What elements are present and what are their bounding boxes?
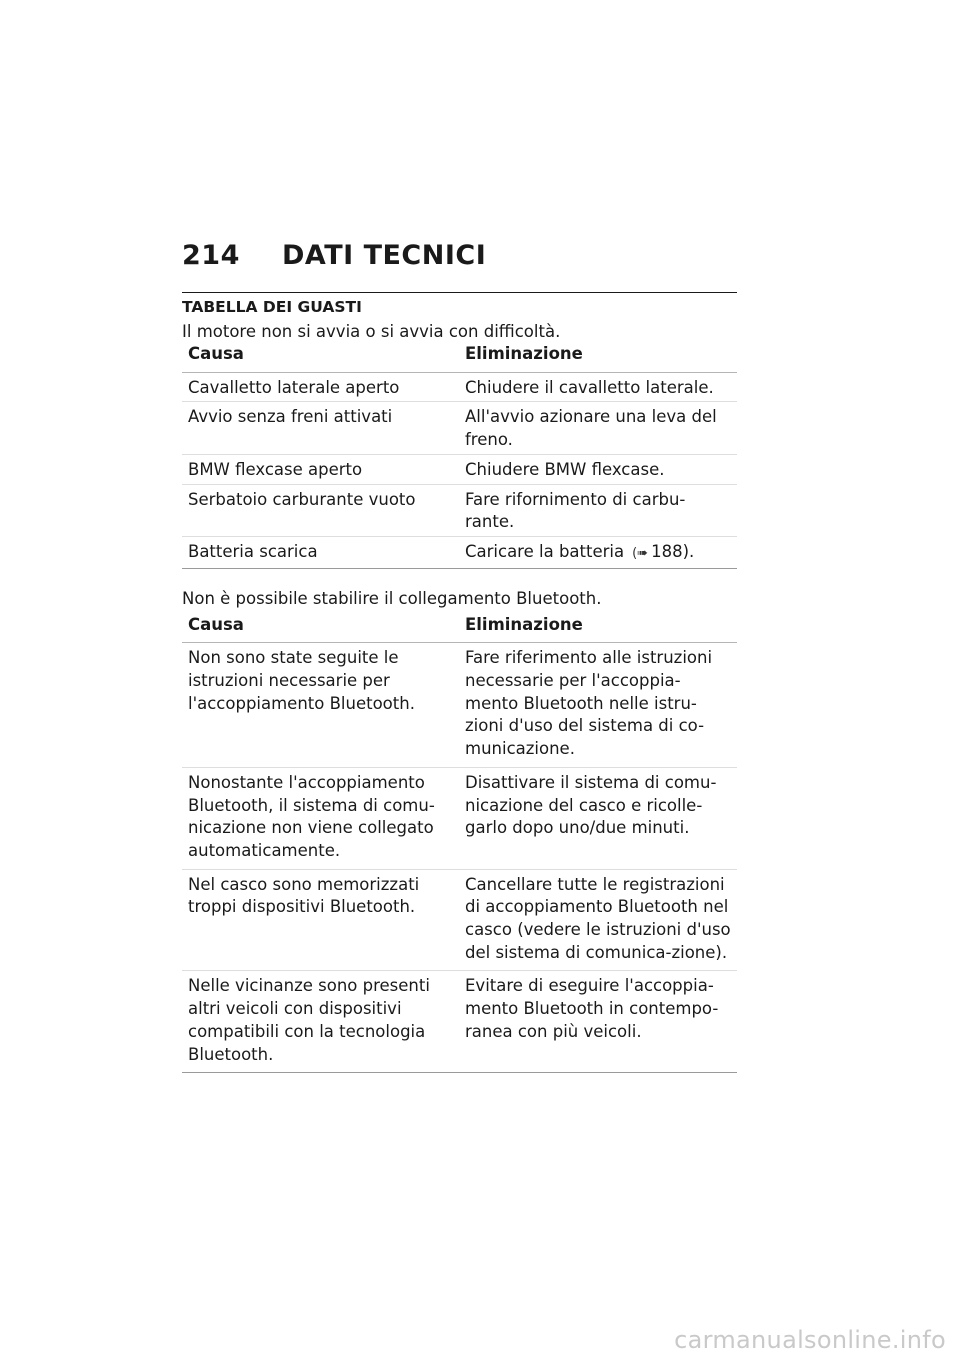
remedy-cell: Fare rifornimento di carbu-rante. [459,484,737,536]
page-header [182,240,737,288]
cause-cell: Nelle vicinanze sono presenti altri veicoli con dispositivi compatibili con la tecnologia Bluetooth. [182,971,459,1073]
manual-page [182,240,737,1073]
cause-cell: BMW flexcase aperto [182,454,459,484]
engine-start-table [182,343,737,569]
table-row [182,536,737,568]
table-row [182,767,737,869]
table-row [182,372,737,402]
table-row [182,484,737,536]
remedy-cell: Chiudere il cavalletto laterale. [459,372,737,402]
column-header-remedy: Eliminazione [459,343,737,372]
column-header-cause: Causa [182,343,459,372]
page-reference-link[interactable]: 188). [651,541,695,561]
remedy-cell: Chiudere BMW flexcase. [459,454,737,484]
column-header-cause: Causa [182,614,459,643]
page-number: 214 [182,240,240,271]
table-row [182,454,737,484]
table-row [182,643,737,768]
header-rule [182,292,737,293]
cause-cell: Nonostante l'accoppiamento Bluetooth, il sistema di comu-nicazione non viene collegato automaticamente. [182,767,459,869]
table-row [182,869,737,971]
cause-cell: Non sono state seguite le istruzioni necessarie per l'accoppiamento Bluetooth. [182,643,459,768]
remedy-cell [459,536,737,568]
column-header-remedy: Eliminazione [459,614,737,643]
table-2-intro: Non è possibile stabilire il collegamento Bluetooth. [182,588,602,608]
table-header-row [182,614,737,643]
table-row [182,971,737,1073]
arrow-right-icon[interactable]: (➠ [632,545,649,561]
chapter-title: DATI TECNICI [282,240,487,271]
remedy-cell: Cancellare tutte le registrazioni di accoppiamento Bluetooth nel casco (vedere le istruzioni d'uso del sistema di comunica-zione). [459,869,737,971]
watermark: carmanualsonline.info [674,1326,946,1354]
remedy-text: Caricare la batteria [465,541,625,561]
section-title: TABELLA DEI GUASTI [182,298,362,316]
cause-cell: Cavalletto laterale aperto [182,372,459,402]
cause-cell: Batteria scarica [182,536,459,568]
remedy-cell: Evitare di eseguire l'accoppia-mento Bluetooth in contempo-ranea con più veicoli. [459,971,737,1073]
cause-cell: Serbatoio carburante vuoto [182,484,459,536]
table-header-row [182,343,737,372]
table-row [182,402,737,454]
table-1-intro: Il motore non si avvia o si avvia con difficoltà. [182,322,561,341]
remedy-cell: Fare riferimento alle istruzioni necessarie per l'accoppia-mento Bluetooth nelle istru-zioni d'uso del sistema di co-municazione. [459,643,737,768]
remedy-cell: All'avvio azionare una leva del freno. [459,402,737,454]
bluetooth-table [182,614,737,1074]
cause-cell: Avvio senza freni attivati [182,402,459,454]
cause-cell: Nel casco sono memorizzati troppi dispositivi Bluetooth. [182,869,459,971]
remedy-cell: Disattivare il sistema di comu-nicazione del casco e ricolle-garlo dopo uno/due minuti. [459,767,737,869]
